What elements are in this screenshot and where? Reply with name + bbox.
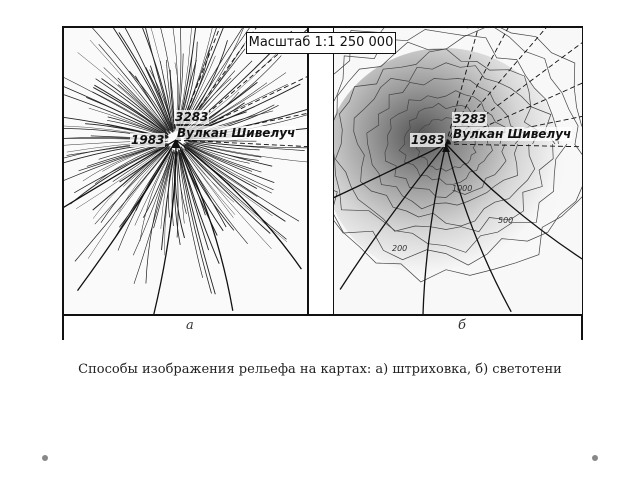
map-figure [62, 26, 583, 340]
panel-divider [307, 28, 335, 314]
summit-elevation-label-a: 1983 [131, 133, 165, 147]
slide-dot-left [42, 455, 48, 461]
hachure-map [64, 28, 308, 314]
summit-elevation-label-b: 1983 [411, 133, 445, 147]
contour-label-1000: 1000 [452, 184, 473, 193]
peak-elevation-label-b: 3283 [453, 112, 487, 126]
shaded-relief-map-panel [334, 28, 582, 314]
contour-label-200: 200 [392, 244, 408, 253]
peak-elevation-label-a: 3283 [175, 110, 209, 124]
figure-caption: Способы изображения рельефа на картах: а) штриховка, б) светотени [78, 362, 562, 377]
scale-label: Масштаб 1:1 250 000 [246, 32, 396, 54]
slide-dot-right [592, 455, 598, 461]
contour-label-500: 500 [498, 216, 514, 225]
panel-letter-b: б [458, 318, 466, 333]
shaded-relief-map [334, 28, 582, 314]
volcano-name-label-a: Вулкан Шивелуч [177, 126, 296, 140]
panel-label-strip [64, 314, 581, 340]
panel-letter-a: а [186, 318, 194, 333]
hachure-map-panel [64, 28, 308, 314]
volcano-name-label-b: Вулкан Шивелуч [453, 127, 572, 141]
